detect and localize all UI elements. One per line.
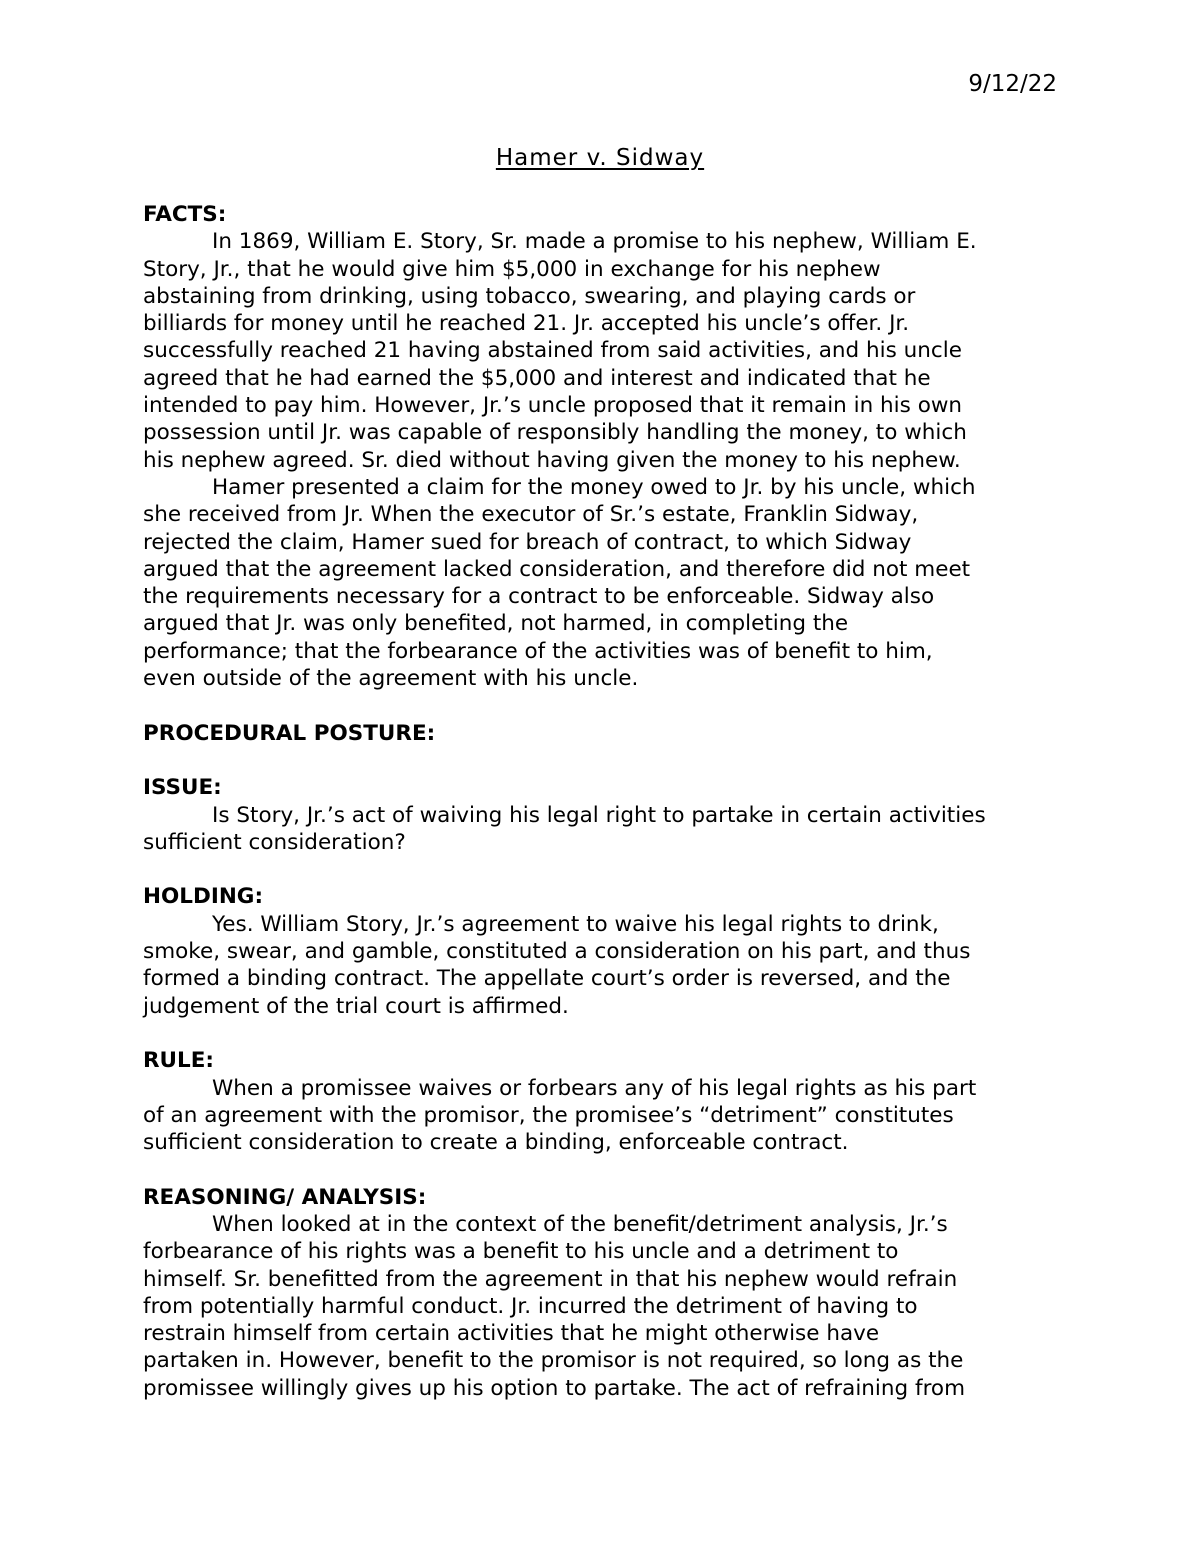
holding-line: formed a binding contract. The appellate court’s order is reversed, and the (143, 966, 951, 992)
reasoning-paragraph (143, 1211, 1063, 1402)
case-name: Hamer v. Sidway (495, 145, 705, 171)
facts-paragraph-2 (143, 474, 1063, 692)
rule-paragraph (143, 1075, 1063, 1157)
facts-line: abstaining from drinking, using tobacco, swearing, and playing cards or (143, 283, 916, 309)
facts-line: his nephew agreed. Sr. died without having given the money to his nephew. (143, 447, 961, 473)
facts-heading: FACTS: (143, 202, 227, 227)
facts-line: agreed that he had earned the $5,000 and interest and indicated that he (143, 365, 931, 391)
section-gap (143, 856, 1063, 883)
procedural-posture-heading: PROCEDURAL POSTURE: (143, 720, 436, 746)
facts-line: the requirements necessary for a contract to be enforceable. Sidway also (143, 584, 935, 610)
facts-line: argued that the agreement lacked consideration, and therefore did not meet (143, 556, 971, 582)
rule-line: sufficient consideration to create a binding, enforceable contract. (143, 1130, 849, 1156)
facts-line: she received from Jr. When the executor of Sr.’s estate, Franklin Sidway, (143, 502, 919, 528)
reasoning-line: from potentially harmful conduct. Jr. incurred the detriment of having to (143, 1293, 918, 1319)
reasoning-heading: REASONING/ ANALYSIS: (143, 1184, 427, 1210)
facts-line: argued that Jr. was only benefited, not harmed, in completing the (143, 611, 849, 637)
facts-line: possession until Jr. was capable of responsibly handling the money, to which (143, 420, 967, 446)
rule-line: of an agreement with the promisor, the promisee’s “detriment” constitutes (143, 1102, 954, 1128)
document-body (143, 201, 1063, 1402)
facts-line: successfully reached 21 having abstained from said activities, and his uncle (143, 338, 962, 364)
facts-line: Story, Jr., that he would give him $5,000 in exchange for his nephew (143, 256, 881, 282)
facts-line: In 1869, William E. Story, Sr. made a promise to his nephew, William E. (212, 229, 977, 255)
facts-line: even outside of the agreement with his uncle. (143, 666, 639, 692)
holding-paragraph (143, 911, 1063, 1020)
reasoning-line: restrain himself from certain activities that he might otherwise have (143, 1321, 880, 1347)
section-gap (143, 1156, 1063, 1183)
reasoning-line: forbearance of his rights was a benefit to his uncle and a detriment to (143, 1239, 899, 1265)
facts-line: rejected the claim, Hamer sued for breach of contract, to which Sidway (143, 529, 912, 555)
reasoning-line: partaken in. However, benefit to the promisor is not required, so long as the (143, 1348, 964, 1374)
issue-line: Is Story, Jr.’s act of waiving his legal right to partake in certain activities (212, 802, 986, 828)
issue-paragraph (143, 802, 1063, 857)
holding-heading: HOLDING: (143, 884, 264, 910)
rule-heading: RULE: (143, 1048, 214, 1074)
document-date: 9/12/22 (968, 71, 1057, 97)
facts-line: performance; that the forbearance of the activities was of benefit to him, (143, 638, 933, 664)
holding-line: Yes. William Story, Jr.’s agreement to waive his legal rights to drink, (212, 911, 939, 937)
reasoning-line: When looked at in the context of the benefit/detriment analysis, Jr.’s (212, 1211, 948, 1237)
section-gap (143, 692, 1063, 719)
facts-line: billiards for money until he reached 21. Jr. accepted his uncle’s offer. Jr. (143, 311, 910, 337)
facts-paragraph-1 (143, 228, 1063, 474)
reasoning-line: himself. Sr. benefitted from the agreement in that his nephew would refrain (143, 1266, 958, 1292)
issue-heading: ISSUE: (143, 775, 222, 801)
section-gap (143, 747, 1063, 774)
reasoning-line: promissee willingly gives up his option to partake. The act of refraining from (143, 1375, 966, 1401)
facts-line: Hamer presented a claim for the money owed to Jr. by his uncle, which (212, 474, 976, 500)
facts-line: intended to pay him. However, Jr.’s uncle proposed that it remain in his own (143, 393, 963, 419)
holding-line: smoke, swear, and gamble, constituted a consideration on his part, and thus (143, 939, 971, 965)
rule-line: When a promissee waives or forbears any of his legal rights as his part (212, 1075, 977, 1101)
holding-line: judgement of the trial court is affirmed. (143, 993, 569, 1019)
issue-line: sufficient consideration? (143, 829, 406, 855)
document-title (0, 143, 1200, 173)
section-gap (143, 1020, 1063, 1047)
